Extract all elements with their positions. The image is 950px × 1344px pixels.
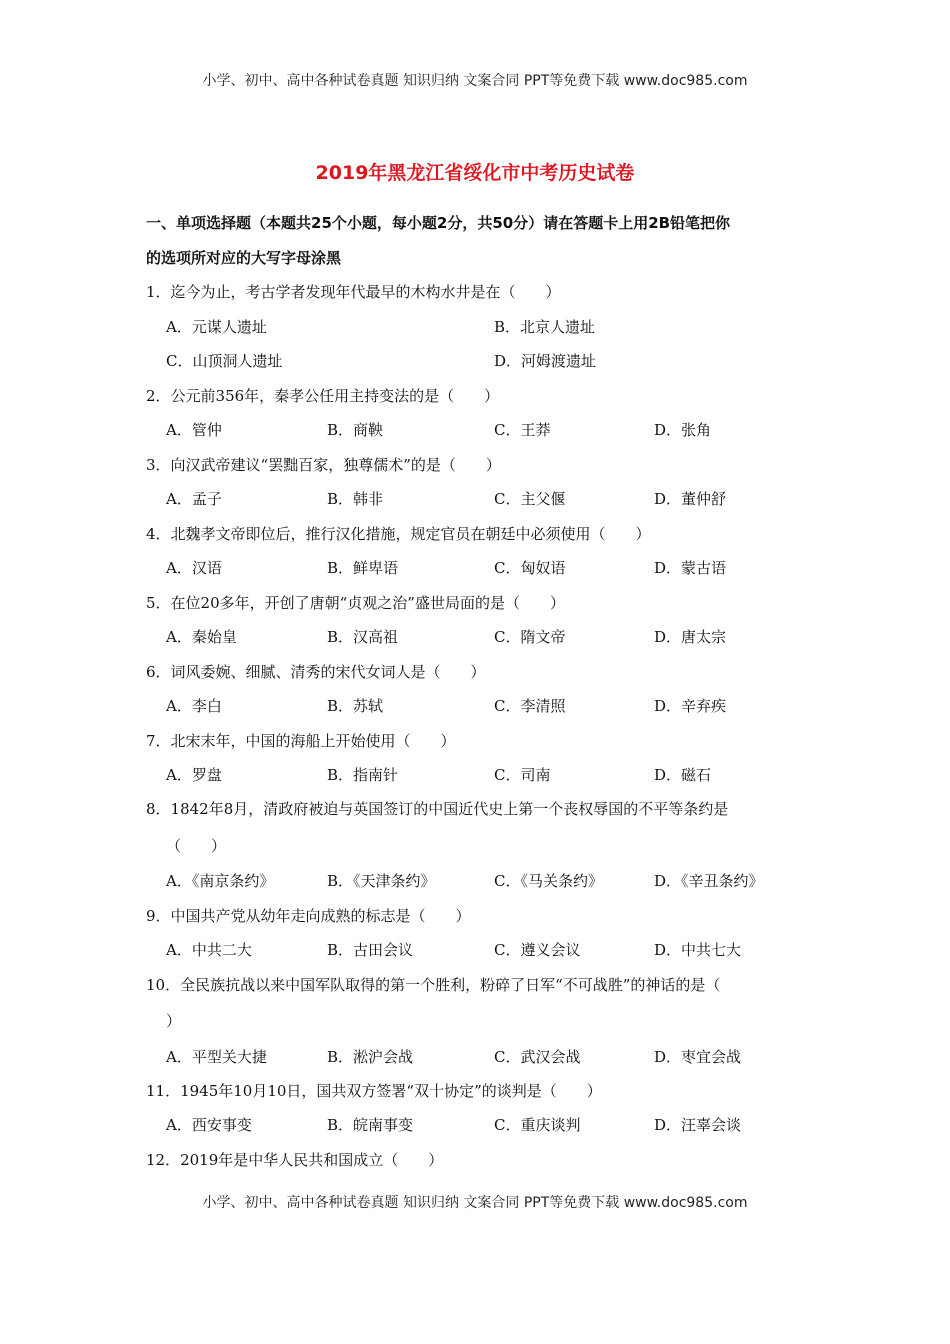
section-heading-line1: 一、单项选择题（本题共25个小题，每小题2分，共50分）请在答题卡上用2B铅笔把你 <box>146 214 731 232</box>
q6-option-b: B．苏轼 <box>327 697 384 715</box>
q8-option-a: A．《南京条约》 <box>166 872 275 890</box>
q8-option-d: D．《辛丑条约》 <box>654 872 764 890</box>
question-4: 4．北魏孝文帝即位后，推行汉化措施，规定官员在朝廷中必须使用（ ） <box>146 525 651 543</box>
q3-option-b: B．韩非 <box>327 490 384 508</box>
q4-option-b: B．鲜卑语 <box>327 559 399 577</box>
page-header: 小学、初中、高中各种试卷真题 知识归纳 文案合同 PPT等免费下载 www.doc985.com <box>202 73 748 89</box>
q9-option-b: B．古田会议 <box>327 941 414 959</box>
q2-option-b: B．商鞅 <box>327 421 384 439</box>
q11-option-a: A．西安事变 <box>166 1116 252 1134</box>
q6-option-d: D．辛弃疾 <box>654 697 727 715</box>
q10-option-c: C．武汉会战 <box>494 1048 581 1066</box>
q8-option-b: B．《天津条约》 <box>327 872 436 890</box>
q2-option-c: C．王莽 <box>494 421 551 439</box>
q7-option-b: B．指南针 <box>327 766 399 784</box>
q5-option-c: C．隋文帝 <box>494 628 566 646</box>
page-footer: 小学、初中、高中各种试卷真题 知识归纳 文案合同 PPT等免费下载 www.doc985.com <box>202 1195 748 1211</box>
page-title: 2019年黑龙江省绥化市中考历史试卷 <box>315 162 635 184</box>
q10-option-b: B．淞沪会战 <box>327 1048 414 1066</box>
q9-option-a: A．中共二大 <box>166 941 252 959</box>
q9-option-d: D．中共七大 <box>654 941 742 959</box>
q2-option-a: A．管仲 <box>166 421 222 439</box>
q11-option-b: B．皖南事变 <box>327 1116 414 1134</box>
q11-option-d: D．汪辜会谈 <box>654 1116 742 1134</box>
question-6: 6．词风委婉、细腻、清秀的宋代女词人是（ ） <box>146 663 486 681</box>
q4-option-c: C．匈奴语 <box>494 559 566 577</box>
q4-option-a: A．汉语 <box>166 559 222 577</box>
q7-option-d: D．磁石 <box>654 766 712 784</box>
q11-option-c: C．重庆谈判 <box>494 1116 581 1134</box>
q7-option-c: C．司南 <box>494 766 551 784</box>
q8-option-c: C．《马关条约》 <box>494 872 603 890</box>
question-10-continuation: ） <box>166 1012 182 1030</box>
q3-option-a: A．孟子 <box>166 490 222 508</box>
question-1: 1．迄今为止，考古学者发现年代最早的木构水井是在（ ） <box>146 283 561 301</box>
q2-option-d: D．张角 <box>654 421 712 439</box>
q6-option-c: C．李清照 <box>494 697 566 715</box>
q9-option-c: C．遵义会议 <box>494 941 581 959</box>
question-10: 10．全民族抗战以来中国军队取得的第一个胜利，粉碎了日军“不可战胜”的神话的是（ <box>146 976 721 994</box>
question-8-continuation: （ ） <box>166 837 227 855</box>
question-5: 5．在位20多年，开创了唐朝“贞观之治”盛世局面的是（ ） <box>146 594 565 612</box>
section-heading-line2: 的选项所对应的大写字母涂黑 <box>146 249 342 267</box>
q1-option-b: B．北京人遗址 <box>494 318 596 336</box>
q1-option-c: C．山顶洞人遗址 <box>166 352 283 370</box>
q6-option-a: A．李白 <box>166 697 222 715</box>
q5-option-b: B．汉高祖 <box>327 628 399 646</box>
q5-option-a: A．秦始皇 <box>166 628 237 646</box>
question-2: 2．公元前356年，秦孝公任用主持变法的是（ ） <box>146 387 500 405</box>
q10-option-d: D．枣宜会战 <box>654 1048 742 1066</box>
question-11: 11．1945年10月10日，国共双方签署“双十协定”的谈判是（ ） <box>146 1082 602 1100</box>
question-9: 9．中国共产党从幼年走向成熟的标志是（ ） <box>146 907 471 925</box>
question-8: 8．1842年8月，清政府被迫与英国签订的中国近代史上第一个丧权辱国的不平等条约是 <box>146 800 729 818</box>
q5-option-d: D．唐太宗 <box>654 628 727 646</box>
q7-option-a: A．罗盘 <box>166 766 222 784</box>
q10-option-a: A．平型关大捷 <box>166 1048 267 1066</box>
question-3: 3．向汉武帝建议“罢黜百家，独尊儒术”的是（ ） <box>146 456 501 474</box>
question-12: 12．2019年是中华人民共和国成立（ ） <box>146 1151 444 1169</box>
question-7: 7．北宋末年，中国的海船上开始使用（ ） <box>146 732 456 750</box>
q4-option-d: D．蒙古语 <box>654 559 727 577</box>
q3-option-d: D．董仲舒 <box>654 490 727 508</box>
q3-option-c: C．主父偃 <box>494 490 566 508</box>
q1-option-a: A．元谋人遗址 <box>166 318 267 336</box>
q1-option-d: D．河姆渡遗址 <box>494 352 597 370</box>
